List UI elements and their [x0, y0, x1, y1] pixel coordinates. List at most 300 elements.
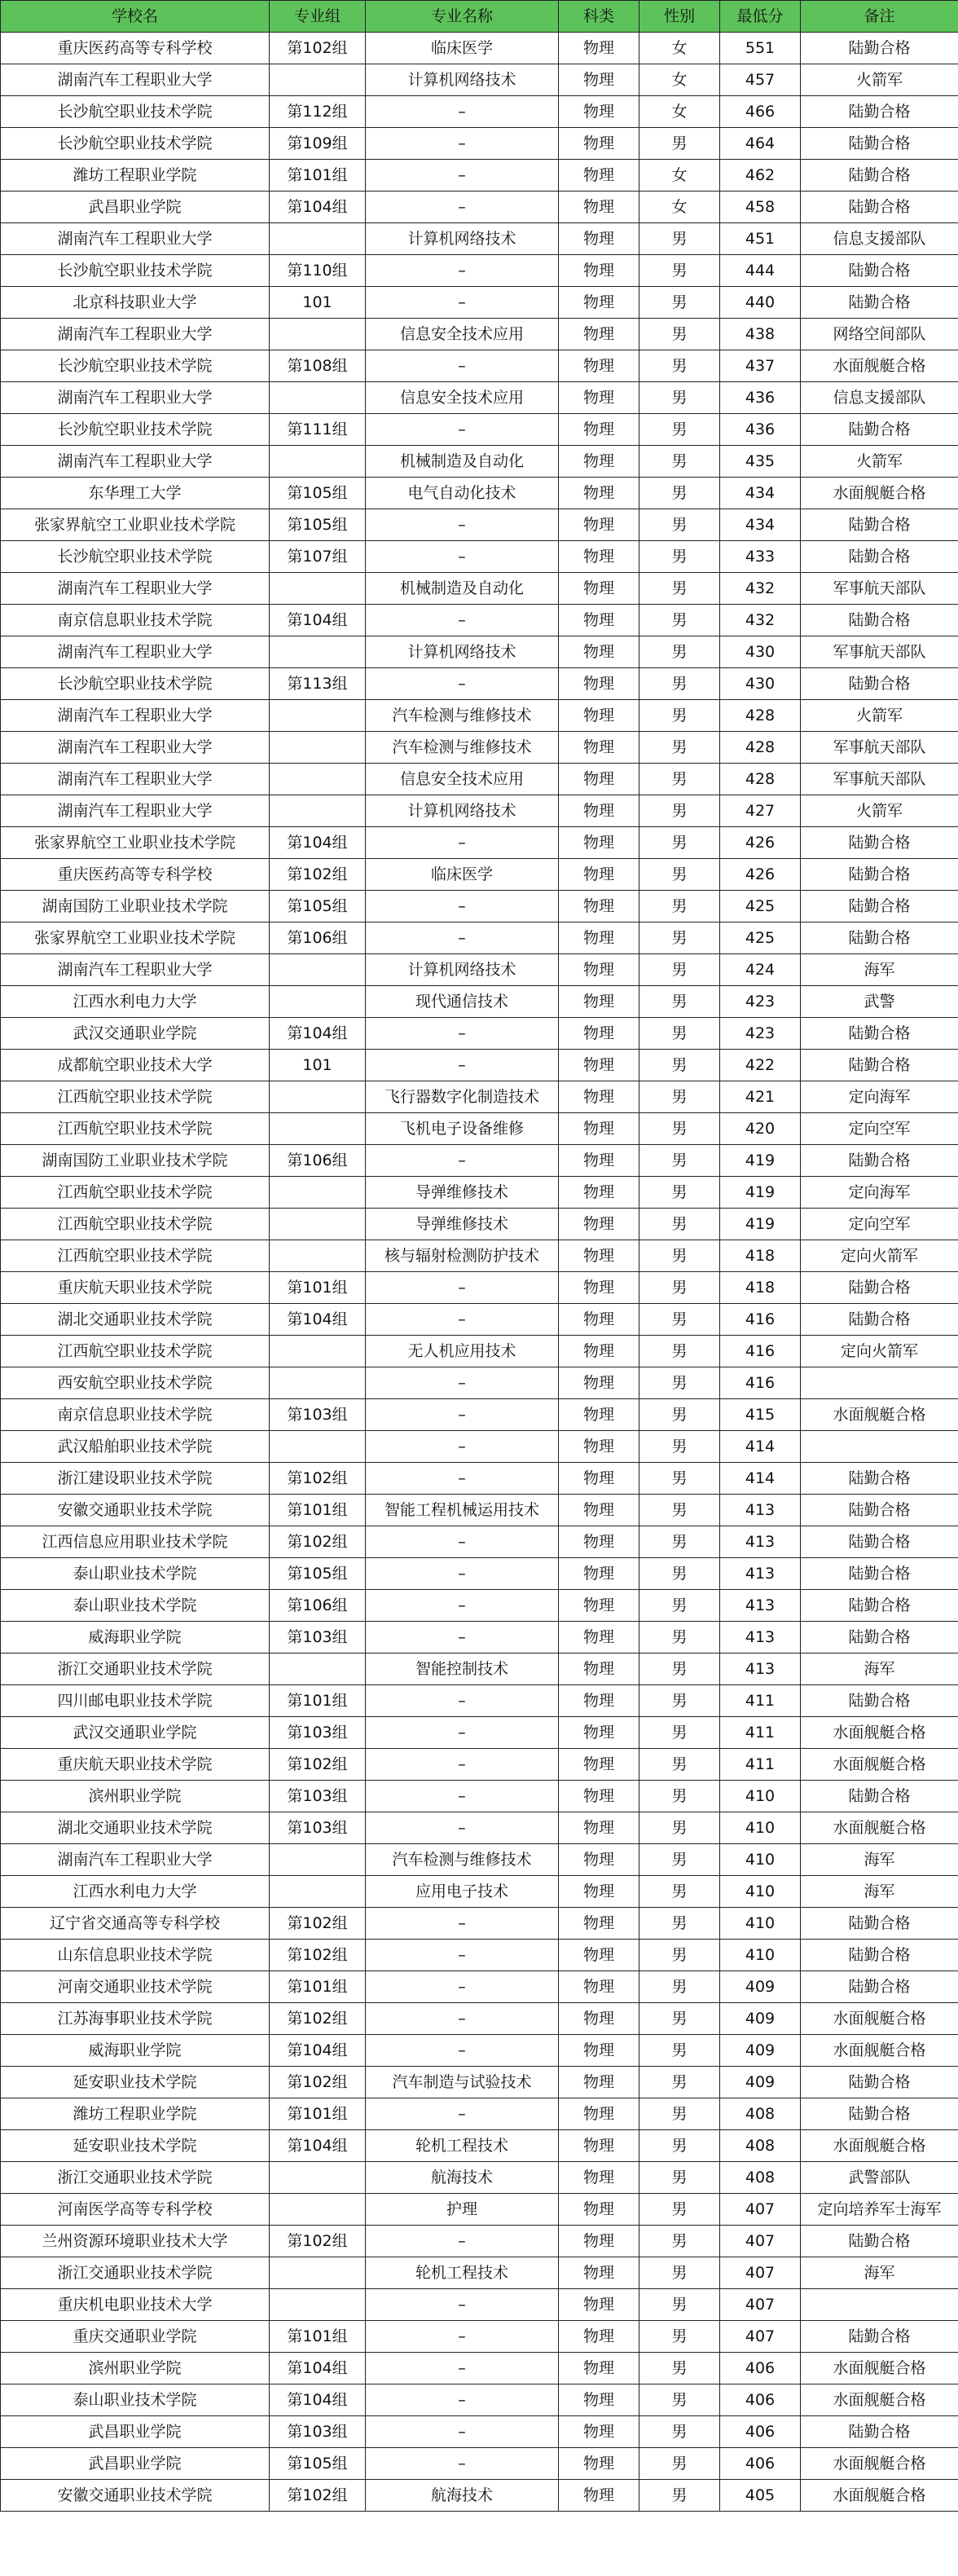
major-name-cell: 信息安全技术应用: [366, 764, 559, 795]
min-score-cell: 408: [720, 2162, 801, 2194]
school-name-cell: 江西航空职业技术学院: [1, 1081, 270, 1113]
min-score-cell: 407: [720, 2321, 801, 2353]
min-score-cell: 418: [720, 1272, 801, 1304]
subject-category-cell: 物理: [559, 1749, 639, 1781]
major-name-cell: –: [366, 192, 559, 223]
table-row: [1, 764, 958, 795]
school-name-cell: 北京科技职业大学: [1, 287, 270, 319]
subject-category-cell: 物理: [559, 1685, 639, 1717]
gender-cell: 男: [639, 954, 720, 986]
remarks-cell: 陆勤合格: [801, 1272, 958, 1304]
table-row: [1, 1908, 958, 1940]
table-row: [1, 128, 958, 160]
major-group-cell: 第101组: [270, 1685, 366, 1717]
remarks-cell: 陆勤合格: [801, 414, 958, 446]
gender-cell: 男: [639, 1717, 720, 1749]
major-group-cell: 第105组: [270, 891, 366, 923]
table-row: [1, 1209, 958, 1240]
school-name-cell: 江苏海事职业技术学院: [1, 2003, 270, 2035]
major-name-cell: 计算机网络技术: [366, 795, 559, 827]
major-group-cell: 第103组: [270, 1622, 366, 1653]
major-name-cell: –: [366, 1431, 559, 1463]
min-score-cell: 421: [720, 1081, 801, 1113]
remarks-cell: 水面舰艇合格: [801, 1749, 958, 1781]
remarks-cell: 网络空间部队: [801, 319, 958, 350]
table-row: [1, 541, 958, 573]
major-name-cell: 汽车检测与维修技术: [366, 1844, 559, 1876]
major-group-cell: 第104组: [270, 1304, 366, 1336]
major-group-cell: [270, 2194, 366, 2226]
table-row: [1, 478, 958, 509]
min-score-cell: 464: [720, 128, 801, 160]
min-score-cell: 466: [720, 96, 801, 128]
subject-category-cell: 物理: [559, 859, 639, 891]
table-row: [1, 1876, 958, 1908]
school-name-cell: 湖南汽车工程职业大学: [1, 764, 270, 795]
gender-cell: 男: [639, 2289, 720, 2321]
subject-category-cell: 物理: [559, 605, 639, 636]
gender-cell: 女: [639, 192, 720, 223]
major-name-cell: –: [366, 96, 559, 128]
subject-category-cell: 物理: [559, 764, 639, 795]
gender-cell: 男: [639, 1749, 720, 1781]
min-score-cell: 425: [720, 923, 801, 954]
subject-category-cell: 物理: [559, 1844, 639, 1876]
table-row: [1, 1558, 958, 1590]
min-score-cell: 409: [720, 2067, 801, 2098]
min-score-cell: 406: [720, 2384, 801, 2416]
major-name-cell: –: [366, 1717, 559, 1749]
gender-cell: 男: [639, 605, 720, 636]
remarks-cell: 水面舰艇合格: [801, 1717, 958, 1749]
remarks-cell: 水面舰艇合格: [801, 2384, 958, 2416]
gender-cell: 男: [639, 859, 720, 891]
gender-cell: 男: [639, 2067, 720, 2098]
major-name-cell: –: [366, 160, 559, 192]
remarks-cell: 火箭军: [801, 700, 958, 732]
major-name-cell: –: [366, 1558, 559, 1590]
table-row: [1, 1145, 958, 1177]
gender-cell: 男: [639, 2416, 720, 2448]
min-score-cell: 551: [720, 33, 801, 64]
remarks-cell: 水面舰艇合格: [801, 1812, 958, 1844]
subject-category-cell: 物理: [559, 1717, 639, 1749]
subject-category-cell: 物理: [559, 1113, 639, 1145]
gender-cell: 男: [639, 1431, 720, 1463]
min-score-cell: 457: [720, 64, 801, 96]
remarks-cell: 陆勤合格: [801, 1685, 958, 1717]
subject-category-cell: 物理: [559, 2226, 639, 2257]
gender-cell: 男: [639, 1653, 720, 1685]
gender-cell: 男: [639, 223, 720, 255]
major-name-cell: 核与辐射检测防护技术: [366, 1240, 559, 1272]
major-name-cell: –: [366, 1971, 559, 2003]
min-score-cell: 413: [720, 1526, 801, 1558]
remarks-cell: 陆勤合格: [801, 1940, 958, 1971]
table-row: [1, 1018, 958, 1050]
subject-category-cell: 物理: [559, 1590, 639, 1622]
school-name-cell: 安徽交通职业技术学院: [1, 2480, 270, 2512]
major-name-cell: –: [366, 2098, 559, 2130]
major-name-cell: –: [366, 1050, 559, 1081]
subject-category-cell: 物理: [559, 64, 639, 96]
school-name-cell: 长沙航空职业技术学院: [1, 350, 270, 382]
subject-category-cell: 物理: [559, 287, 639, 319]
major-name-cell: –: [366, 2321, 559, 2353]
gender-cell: 男: [639, 2194, 720, 2226]
major-name-cell: –: [366, 1781, 559, 1812]
gender-cell: 男: [639, 1177, 720, 1209]
subject-category-cell: 物理: [559, 732, 639, 764]
table-row: [1, 2416, 958, 2448]
major-group-cell: 第102组: [270, 1749, 366, 1781]
min-score-cell: 416: [720, 1304, 801, 1336]
gender-cell: 男: [639, 1971, 720, 2003]
major-group-cell: [270, 64, 366, 96]
major-group-cell: 第105组: [270, 478, 366, 509]
remarks-cell: 陆勤合格: [801, 2067, 958, 2098]
table-row: [1, 1717, 958, 1749]
table-row: [1, 1971, 958, 2003]
subject-category-cell: 物理: [559, 1018, 639, 1050]
school-name-cell: 江西航空职业技术学院: [1, 1177, 270, 1209]
header-remarks: 备注: [801, 1, 958, 33]
table-row: [1, 573, 958, 605]
major-group-cell: 第104组: [270, 192, 366, 223]
remarks-cell: 信息支援部队: [801, 223, 958, 255]
subject-category-cell: 物理: [559, 541, 639, 573]
major-name-cell: –: [366, 255, 559, 287]
remarks-cell: 水面舰艇合格: [801, 2480, 958, 2512]
major-name-cell: –: [366, 1940, 559, 1971]
school-name-cell: 武昌职业学院: [1, 192, 270, 223]
major-group-cell: [270, 573, 366, 605]
min-score-cell: 409: [720, 1971, 801, 2003]
major-name-cell: –: [366, 1685, 559, 1717]
remarks-cell: 海军: [801, 1876, 958, 1908]
major-name-cell: 轮机工程技术: [366, 2257, 559, 2289]
subject-category-cell: 物理: [559, 573, 639, 605]
min-score-cell: 444: [720, 255, 801, 287]
gender-cell: 男: [639, 827, 720, 859]
major-name-cell: 计算机网络技术: [366, 223, 559, 255]
major-name-cell: –: [366, 509, 559, 541]
table-row: [1, 1050, 958, 1081]
min-score-cell: 426: [720, 859, 801, 891]
gender-cell: 男: [639, 319, 720, 350]
min-score-cell: 407: [720, 2289, 801, 2321]
subject-category-cell: 物理: [559, 1908, 639, 1940]
major-group-cell: 第101组: [270, 1272, 366, 1304]
major-group-cell: 第103组: [270, 1812, 366, 1844]
remarks-cell: [801, 2289, 958, 2321]
remarks-cell: 陆勤合格: [801, 2416, 958, 2448]
gender-cell: 男: [639, 1367, 720, 1399]
school-name-cell: 安徽交通职业技术学院: [1, 1495, 270, 1526]
remarks-cell: 陆勤合格: [801, 541, 958, 573]
major-name-cell: –: [366, 128, 559, 160]
gender-cell: 男: [639, 1876, 720, 1908]
header-subject-category: 科类: [559, 1, 639, 33]
table-row: [1, 1749, 958, 1781]
remarks-cell: 陆勤合格: [801, 255, 958, 287]
table-row: [1, 1685, 958, 1717]
school-name-cell: 湖北交通职业技术学院: [1, 1304, 270, 1336]
remarks-cell: 信息支援部队: [801, 382, 958, 414]
major-group-cell: [270, 1177, 366, 1209]
min-score-cell: 410: [720, 1908, 801, 1940]
min-score-cell: 411: [720, 1717, 801, 1749]
table-row: [1, 192, 958, 223]
subject-category-cell: 物理: [559, 446, 639, 478]
table-row: [1, 1367, 958, 1399]
major-name-cell: 机械制造及自动化: [366, 446, 559, 478]
school-name-cell: 重庆交通职业学院: [1, 2321, 270, 2353]
major-name-cell: 信息安全技术应用: [366, 319, 559, 350]
table-row: [1, 700, 958, 732]
min-score-cell: 458: [720, 192, 801, 223]
school-name-cell: 湖南汽车工程职业大学: [1, 795, 270, 827]
school-name-cell: 长沙航空职业技术学院: [1, 96, 270, 128]
major-name-cell: 护理: [366, 2194, 559, 2226]
major-group-cell: 第106组: [270, 1590, 366, 1622]
major-name-cell: 现代通信技术: [366, 986, 559, 1018]
school-name-cell: 湖南国防工业职业技术学院: [1, 891, 270, 923]
min-score-cell: 410: [720, 1940, 801, 1971]
table-row: [1, 1113, 958, 1145]
min-score-cell: 419: [720, 1145, 801, 1177]
subject-category-cell: 物理: [559, 795, 639, 827]
min-score-cell: 410: [720, 1812, 801, 1844]
school-name-cell: 延安职业技术学院: [1, 2130, 270, 2162]
gender-cell: 男: [639, 2035, 720, 2067]
table-row: [1, 2353, 958, 2384]
remarks-cell: 陆勤合格: [801, 1908, 958, 1940]
gender-cell: 男: [639, 1590, 720, 1622]
remarks-cell: 水面舰艇合格: [801, 2003, 958, 2035]
school-name-cell: 武汉交通职业学院: [1, 1018, 270, 1050]
subject-category-cell: 物理: [559, 2067, 639, 2098]
school-name-cell: 四川邮电职业技术学院: [1, 1685, 270, 1717]
remarks-cell: [801, 1367, 958, 1399]
school-name-cell: 江西水利电力大学: [1, 1876, 270, 1908]
major-group-cell: 第102组: [270, 1526, 366, 1558]
table-header: [1, 1, 958, 33]
subject-category-cell: 物理: [559, 2353, 639, 2384]
school-name-cell: 河南医学高等专科学校: [1, 2194, 270, 2226]
gender-cell: 男: [639, 2130, 720, 2162]
major-name-cell: –: [366, 1304, 559, 1336]
table-row: [1, 2130, 958, 2162]
remarks-cell: 陆勤合格: [801, 96, 958, 128]
school-name-cell: 长沙航空职业技术学院: [1, 255, 270, 287]
major-name-cell: –: [366, 2353, 559, 2384]
table-row: [1, 795, 958, 827]
school-name-cell: 张家界航空工业职业技术学院: [1, 509, 270, 541]
major-name-cell: 汽车制造与试验技术: [366, 2067, 559, 2098]
major-group-cell: 第105组: [270, 509, 366, 541]
school-name-cell: 江西航空职业技术学院: [1, 1113, 270, 1145]
gender-cell: 男: [639, 1272, 720, 1304]
min-score-cell: 414: [720, 1431, 801, 1463]
school-name-cell: 湖南汽车工程职业大学: [1, 954, 270, 986]
major-name-cell: 汽车检测与维修技术: [366, 700, 559, 732]
gender-cell: 男: [639, 2226, 720, 2257]
remarks-cell: 陆勤合格: [801, 33, 958, 64]
remarks-cell: 定向海军: [801, 1081, 958, 1113]
major-group-cell: 第111组: [270, 414, 366, 446]
subject-category-cell: 物理: [559, 2257, 639, 2289]
remarks-cell: 陆勤合格: [801, 1018, 958, 1050]
major-name-cell: –: [366, 2035, 559, 2067]
major-name-cell: 计算机网络技术: [366, 636, 559, 668]
major-name-cell: 智能工程机械运用技术: [366, 1495, 559, 1526]
table-row: [1, 668, 958, 700]
major-name-cell: –: [366, 2289, 559, 2321]
table-row: [1, 1431, 958, 1463]
subject-category-cell: 物理: [559, 700, 639, 732]
table-row: [1, 1781, 958, 1812]
subject-category-cell: 物理: [559, 1050, 639, 1081]
header-row: [1, 1, 958, 33]
remarks-cell: 水面舰艇合格: [801, 1399, 958, 1431]
remarks-cell: 火箭军: [801, 64, 958, 96]
subject-category-cell: 物理: [559, 1622, 639, 1653]
min-score-cell: 406: [720, 2353, 801, 2384]
remarks-cell: 水面舰艇合格: [801, 2353, 958, 2384]
remarks-cell: 陆勤合格: [801, 1558, 958, 1590]
remarks-cell: 军事航天部队: [801, 764, 958, 795]
major-group-cell: [270, 1209, 366, 1240]
table-row: [1, 859, 958, 891]
min-score-cell: 440: [720, 287, 801, 319]
table-row: [1, 2003, 958, 2035]
table-row: [1, 287, 958, 319]
table-row: [1, 1240, 958, 1272]
gender-cell: 男: [639, 2480, 720, 2512]
school-name-cell: 成都航空职业技术大学: [1, 1050, 270, 1081]
remarks-cell: 陆勤合格: [801, 287, 958, 319]
gender-cell: 男: [639, 700, 720, 732]
school-name-cell: 辽宁省交通高等专科学校: [1, 1908, 270, 1940]
major-group-cell: [270, 223, 366, 255]
min-score-cell: 409: [720, 2003, 801, 2035]
major-group-cell: [270, 1876, 366, 1908]
school-name-cell: 浙江交通职业技术学院: [1, 1653, 270, 1685]
min-score-cell: 416: [720, 1367, 801, 1399]
major-name-cell: 汽车检测与维修技术: [366, 732, 559, 764]
subject-category-cell: 物理: [559, 2003, 639, 2035]
table-row: [1, 2480, 958, 2512]
school-name-cell: 泰山职业技术学院: [1, 2384, 270, 2416]
header-school-name: 学校名: [1, 1, 270, 33]
subject-category-cell: 物理: [559, 1971, 639, 2003]
subject-category-cell: 物理: [559, 1876, 639, 1908]
gender-cell: 男: [639, 573, 720, 605]
school-name-cell: 浙江建设职业技术学院: [1, 1463, 270, 1495]
remarks-cell: 海军: [801, 2257, 958, 2289]
major-group-cell: 第102组: [270, 1463, 366, 1495]
table-row: [1, 1081, 958, 1113]
subject-category-cell: 物理: [559, 1081, 639, 1113]
major-name-cell: –: [366, 923, 559, 954]
min-score-cell: 430: [720, 636, 801, 668]
gender-cell: 男: [639, 478, 720, 509]
major-group-cell: 第110组: [270, 255, 366, 287]
table-row: [1, 1812, 958, 1844]
gender-cell: 男: [639, 1240, 720, 1272]
subject-category-cell: 物理: [559, 1304, 639, 1336]
school-name-cell: 长沙航空职业技术学院: [1, 541, 270, 573]
subject-category-cell: 物理: [559, 1336, 639, 1367]
subject-category-cell: 物理: [559, 160, 639, 192]
subject-category-cell: 物理: [559, 954, 639, 986]
min-score-cell: 428: [720, 700, 801, 732]
school-name-cell: 江西水利电力大学: [1, 986, 270, 1018]
gender-cell: 男: [639, 986, 720, 1018]
school-name-cell: 河南交通职业技术学院: [1, 1971, 270, 2003]
remarks-cell: 海军: [801, 1844, 958, 1876]
gender-cell: 男: [639, 2257, 720, 2289]
major-group-cell: 第113组: [270, 668, 366, 700]
min-score-cell: 407: [720, 2226, 801, 2257]
table-row: [1, 2035, 958, 2067]
subject-category-cell: 物理: [559, 1145, 639, 1177]
gender-cell: 男: [639, 1844, 720, 1876]
subject-category-cell: 物理: [559, 1367, 639, 1399]
min-score-cell: 411: [720, 1749, 801, 1781]
subject-category-cell: 物理: [559, 255, 639, 287]
min-score-cell: 424: [720, 954, 801, 986]
table-row: [1, 33, 958, 64]
major-name-cell: –: [366, 2003, 559, 2035]
gender-cell: 女: [639, 64, 720, 96]
school-name-cell: 滨州职业学院: [1, 1781, 270, 1812]
major-name-cell: –: [366, 287, 559, 319]
min-score-cell: 420: [720, 1113, 801, 1145]
subject-category-cell: 物理: [559, 891, 639, 923]
table-row: [1, 986, 958, 1018]
table-row: [1, 96, 958, 128]
min-score-cell: 416: [720, 1336, 801, 1367]
remarks-cell: 陆勤合格: [801, 1145, 958, 1177]
table-row: [1, 2226, 958, 2257]
remarks-cell: 武警部队: [801, 2162, 958, 2194]
major-name-cell: –: [366, 2448, 559, 2480]
school-name-cell: 潍坊工程职业学院: [1, 160, 270, 192]
major-name-cell: –: [366, 350, 559, 382]
remarks-cell: 海军: [801, 954, 958, 986]
remarks-cell: 军事航天部队: [801, 732, 958, 764]
major-group-cell: [270, 986, 366, 1018]
min-score-cell: 410: [720, 1876, 801, 1908]
remarks-cell: 水面舰艇合格: [801, 2035, 958, 2067]
min-score-cell: 426: [720, 827, 801, 859]
major-group-cell: [270, 1240, 366, 1272]
major-group-cell: 第106组: [270, 1145, 366, 1177]
table-row: [1, 2194, 958, 2226]
table-row: [1, 1463, 958, 1495]
major-group-cell: [270, 732, 366, 764]
min-score-cell: 434: [720, 478, 801, 509]
major-group-cell: 第102组: [270, 2003, 366, 2035]
school-name-cell: 重庆航天职业技术学院: [1, 1749, 270, 1781]
min-score-cell: 430: [720, 668, 801, 700]
table-row: [1, 2289, 958, 2321]
major-group-cell: 第104组: [270, 827, 366, 859]
major-group-cell: 第102组: [270, 2226, 366, 2257]
gender-cell: 女: [639, 96, 720, 128]
